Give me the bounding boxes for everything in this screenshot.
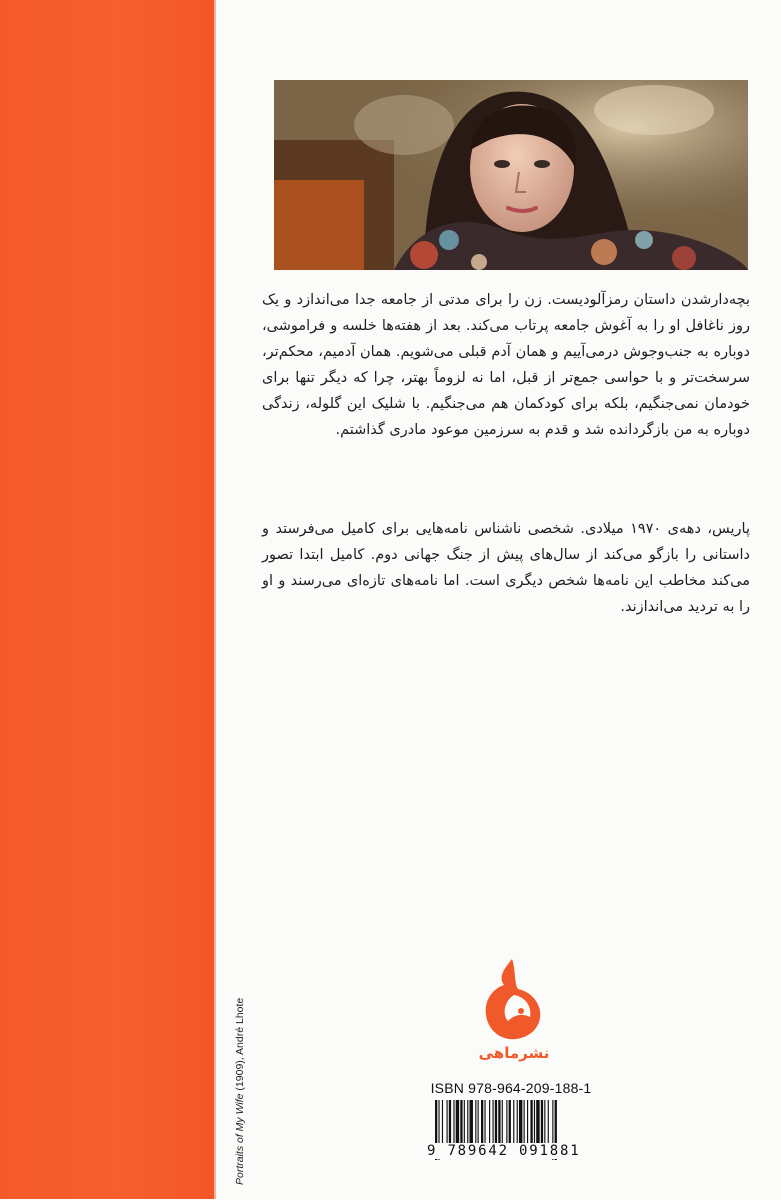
barcode-digits (426, 1143, 598, 1159)
blurb-paragraph-1-text: بچه‌دارشدن داستان رمزآلودیست. زن را برای مدتی از جامعه جدا می‌اندازد و یک روز ناغافل او را به آغوش جامعه پرتاب می‌کند. بعد از هفته‌ها خلسه و فراموشی، دوباره به جنب‌وجوش درمی‌آییم و همان آدم قبلی می‌شویم. همان آدمیم، محکم‌تر، سرسخت‌تر و با حواسی جمع‌تر از قبل، اما نه لزوماً بهتر، چرا که دیگر تنها برای خودمان نمی‌جنگیم، بلکه برای کودکمان هم می‌جنگیم. با شلیک این گلوله، زندگی دوباره به من بازگردانده شد و قدم به سرزمین موعود مادری گذاشتم. (262, 292, 750, 438)
spine-edge (214, 0, 217, 1199)
cover-art-credit (220, 930, 246, 1200)
publisher-name: نشرماهی (478, 1044, 550, 1062)
blurb-paragraph-1 (262, 287, 750, 443)
blurb-paragraph-2-text: پاریس، دهه‌ی ۱۹۷۰ میلادی. شخصی ناشناس نامه‌هایی برای کامیل می‌فرستد و داستانی را بازگو می‌کند از سال‌های پیش از جنگ جهانی دوم. کامیل ابتدا تصور می‌کند مخاطب این نامه‌ها شخص دیگری است. اما نامه‌های تازه‌ای می‌رسند و او را به تردید می‌اندازند. (262, 521, 751, 615)
isbn-label: ISBN 978-964-209-188-1 (430, 1080, 592, 1096)
author-photo-illustration (274, 80, 748, 270)
barcode-digits-text: 9 789642 091881 (427, 1143, 581, 1159)
back-cover-spine (0, 0, 216, 1199)
artwork-credit-rest: (1909), André Lhote (234, 997, 246, 1094)
author-photo (274, 80, 748, 270)
blurb-paragraph-2 (262, 516, 750, 620)
artwork-title: Portraits of My Wife (234, 1093, 246, 1185)
